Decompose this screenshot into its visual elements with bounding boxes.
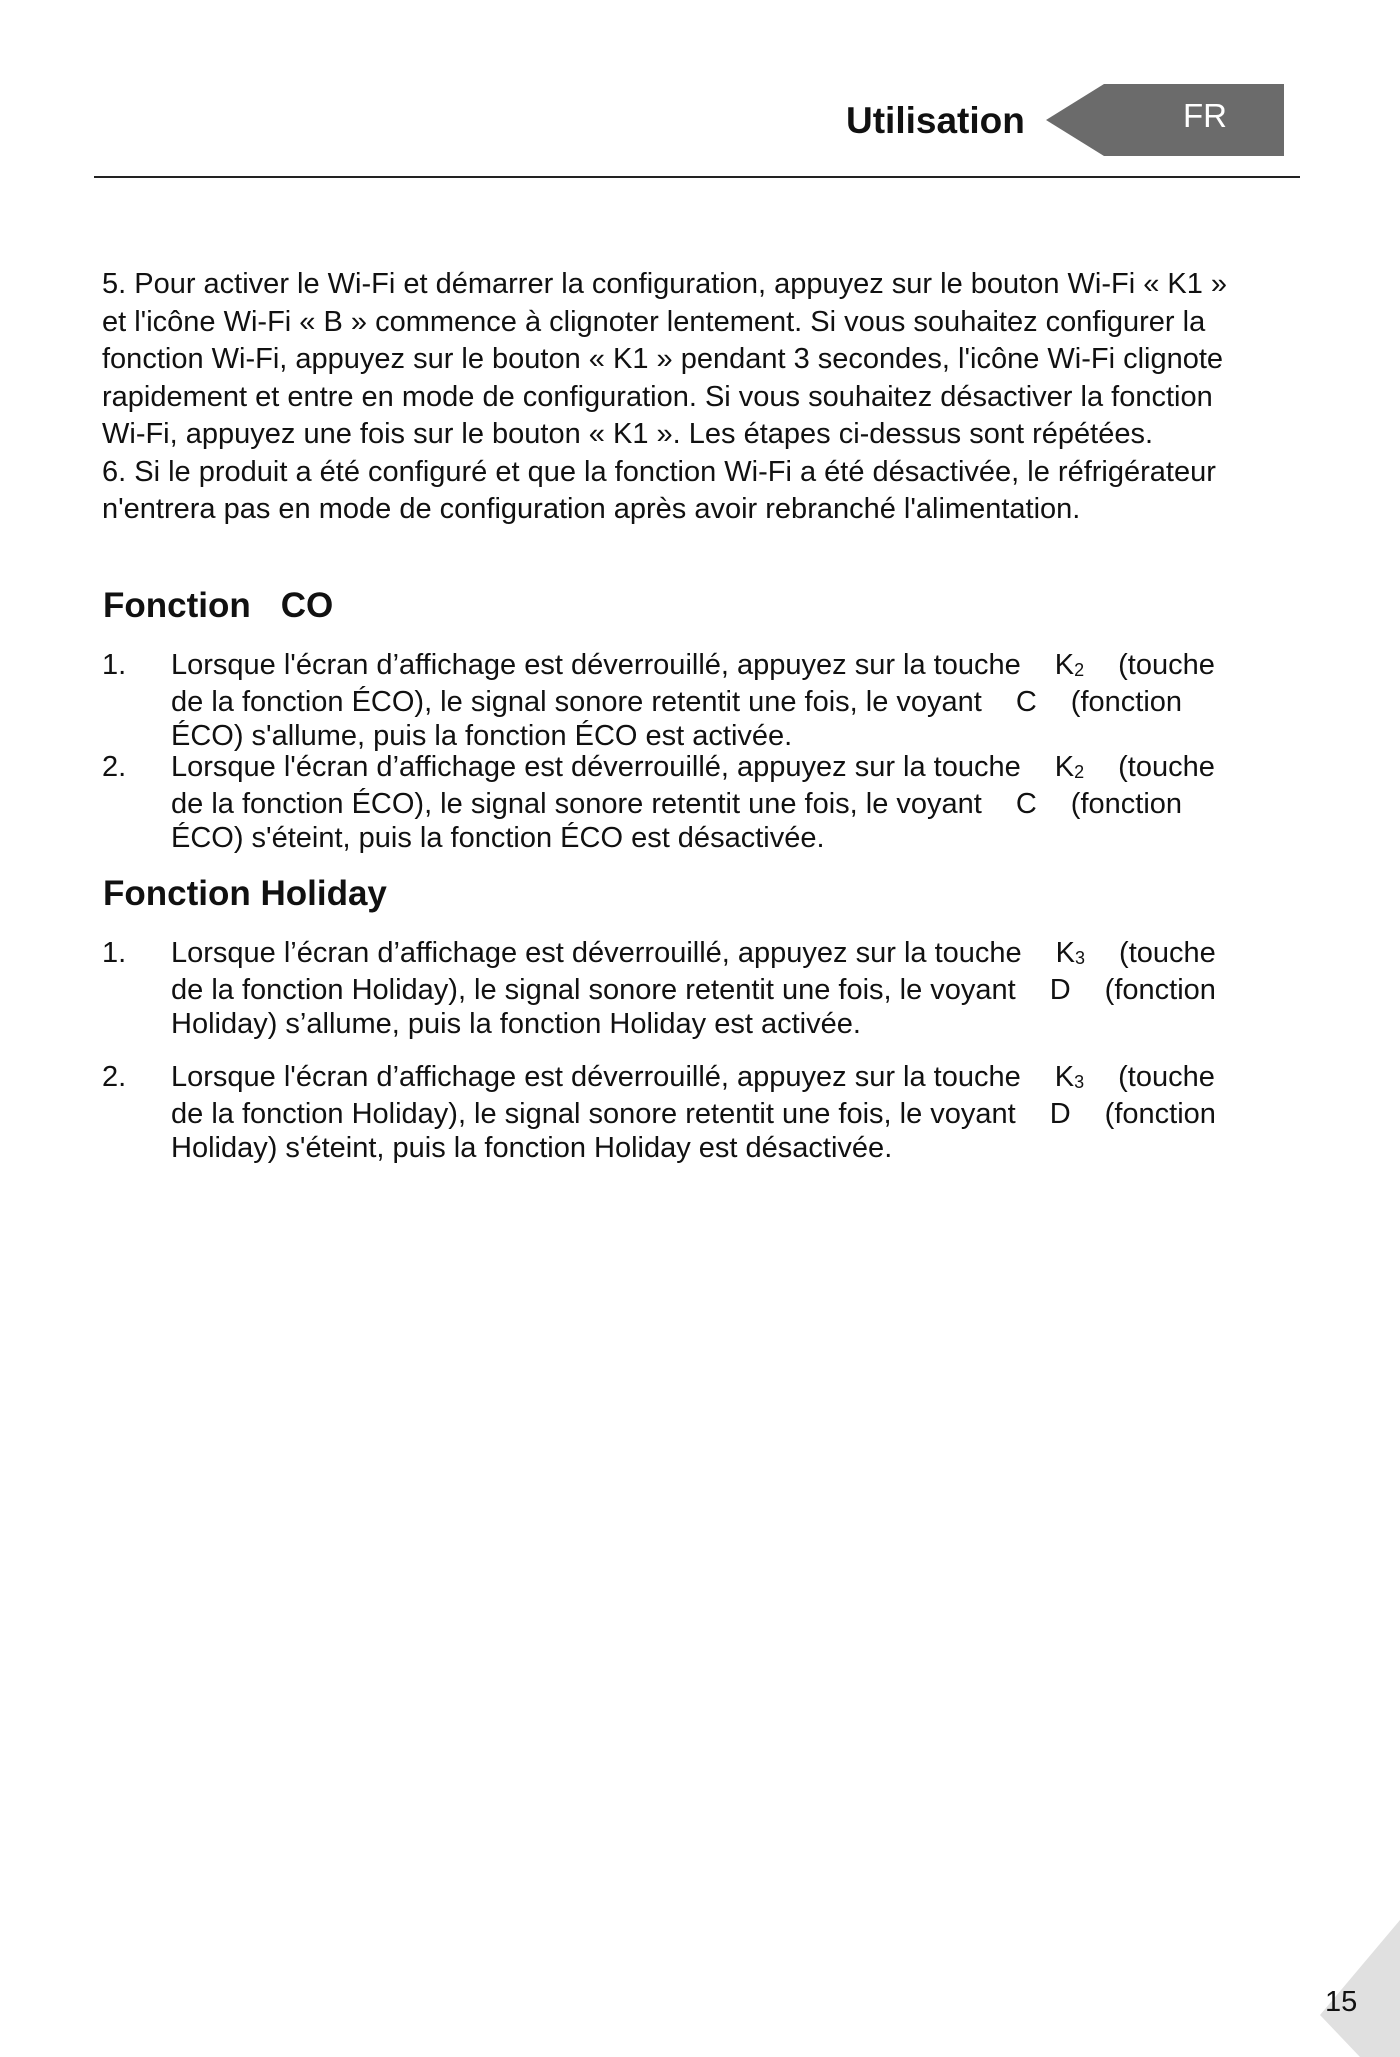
list-number: 2. bbox=[102, 1061, 127, 1093]
wifi-line-1: 5. Pour activer le Wi-Fi et démarrer la configuration, appuyez sur le bouton Wi-Fi « K1 » bbox=[102, 268, 1228, 300]
item-line-2-tail: (fonction bbox=[1070, 788, 1183, 820]
item-line-2: de la fonction ÉCO), le signal sonore retentit une fois, le voyant bbox=[171, 686, 982, 718]
key-label: $K_2$ bbox=[1054, 649, 1085, 681]
item-line-3: Holiday) s’allume, puis la fonction Holiday est activée. bbox=[171, 1008, 861, 1040]
item-line-2: de la fonction Holiday), le signal sonore retentit une fois, le voyant bbox=[171, 974, 1016, 1006]
header-divider bbox=[94, 176, 1300, 178]
list-number: 1. bbox=[102, 937, 127, 969]
item-line-2: de la fonction Holiday), le signal sonore retentit une fois, le voyant bbox=[171, 1098, 1016, 1130]
item-line-2-tail: (fonction bbox=[1104, 974, 1216, 1006]
item-line-1: Lorsque l'écran d’affichage est déverrouillé, appuyez sur la touche bbox=[171, 649, 1021, 681]
language-tab bbox=[1046, 84, 1284, 156]
list-number: 2. bbox=[102, 751, 127, 783]
item-line-3: Holiday) s'éteint, puis la fonction Holiday est désactivée. bbox=[171, 1132, 893, 1164]
item-line-2-tail: (fonction bbox=[1070, 686, 1183, 718]
item-line-2: de la fonction ÉCO), le signal sonore retentit une fois, le voyant bbox=[171, 788, 982, 820]
item-line-1: Lorsque l'écran d’affichage est déverrouillé, appuyez sur la touche bbox=[171, 1061, 1021, 1093]
wifi-paragraph bbox=[102, 266, 1310, 529]
wifi-line-3: fonction Wi-Fi, appuyez sur le bouton « K1 » pendant 3 secondes, l'icône Wi-Fi clignote bbox=[102, 343, 1224, 375]
holiday-list-item-2 bbox=[102, 1060, 1310, 1165]
key-label: $K_2$ bbox=[1054, 751, 1085, 783]
item-line-1: Lorsque l’écran d’affichage est déverrouillé, appuyez sur la touche bbox=[171, 937, 1022, 969]
indicator-label: C bbox=[1015, 788, 1037, 820]
indicator-label: C bbox=[1015, 686, 1037, 718]
item-line-3: ÉCO) s'éteint, puis la fonction ÉCO est désactivée. bbox=[171, 822, 825, 854]
language-label: FR bbox=[1183, 97, 1227, 134]
eco-title-code: CO bbox=[280, 586, 334, 625]
indicator-label: D bbox=[1049, 1098, 1071, 1130]
wifi-line-6: 6. Si le produit a été configuré et que la fonction Wi-Fi a été désactivée, le réfrigérateur bbox=[102, 455, 1216, 488]
eco-section-title bbox=[103, 584, 333, 628]
item-line-1-tail: (touche bbox=[1118, 1061, 1215, 1093]
wifi-line-2: et l'icône Wi-Fi « B » commence à clignoter lentement. Si vous souhaitez configurer la bbox=[102, 305, 1206, 338]
page-number: 15 bbox=[1325, 1986, 1358, 2018]
holiday-list-item-1 bbox=[102, 936, 1310, 1041]
wifi-line-4: rapidement et entre en mode de configuration. Si vous souhaitez désactiver la fonction bbox=[102, 380, 1213, 413]
key-label: $K_3$ bbox=[1054, 1061, 1085, 1093]
wifi-line-7: n'entrera pas en mode de configuration après avoir rebranché l'alimentation. bbox=[102, 493, 1081, 525]
eco-list-item-2 bbox=[102, 750, 1310, 855]
item-line-1-tail: (touche bbox=[1118, 751, 1215, 783]
item-line-1: Lorsque l'écran d’affichage est déverrouillé, appuyez sur la touche bbox=[171, 751, 1021, 783]
wifi-line-5: Wi-Fi, appuyez une fois sur le bouton « K1 ». Les étapes ci-dessus sont répétées. bbox=[102, 418, 1154, 450]
eco-list-item-1 bbox=[102, 648, 1310, 753]
item-line-1-tail: (touche bbox=[1118, 649, 1215, 681]
eco-title-word: Fonction bbox=[103, 586, 251, 625]
item-line-2-tail: (fonction bbox=[1104, 1098, 1216, 1130]
item-line-3: ÉCO) s'allume, puis la fonction ÉCO est activée. bbox=[171, 720, 793, 752]
section-header-title: Utilisation bbox=[846, 100, 1025, 141]
indicator-label: D bbox=[1049, 974, 1071, 1006]
holiday-section-title: Fonction Holiday bbox=[103, 874, 387, 913]
list-number: 1. bbox=[102, 649, 127, 681]
item-line-1-tail: (touche bbox=[1119, 937, 1216, 969]
key-label: $K_3$ bbox=[1055, 937, 1086, 969]
